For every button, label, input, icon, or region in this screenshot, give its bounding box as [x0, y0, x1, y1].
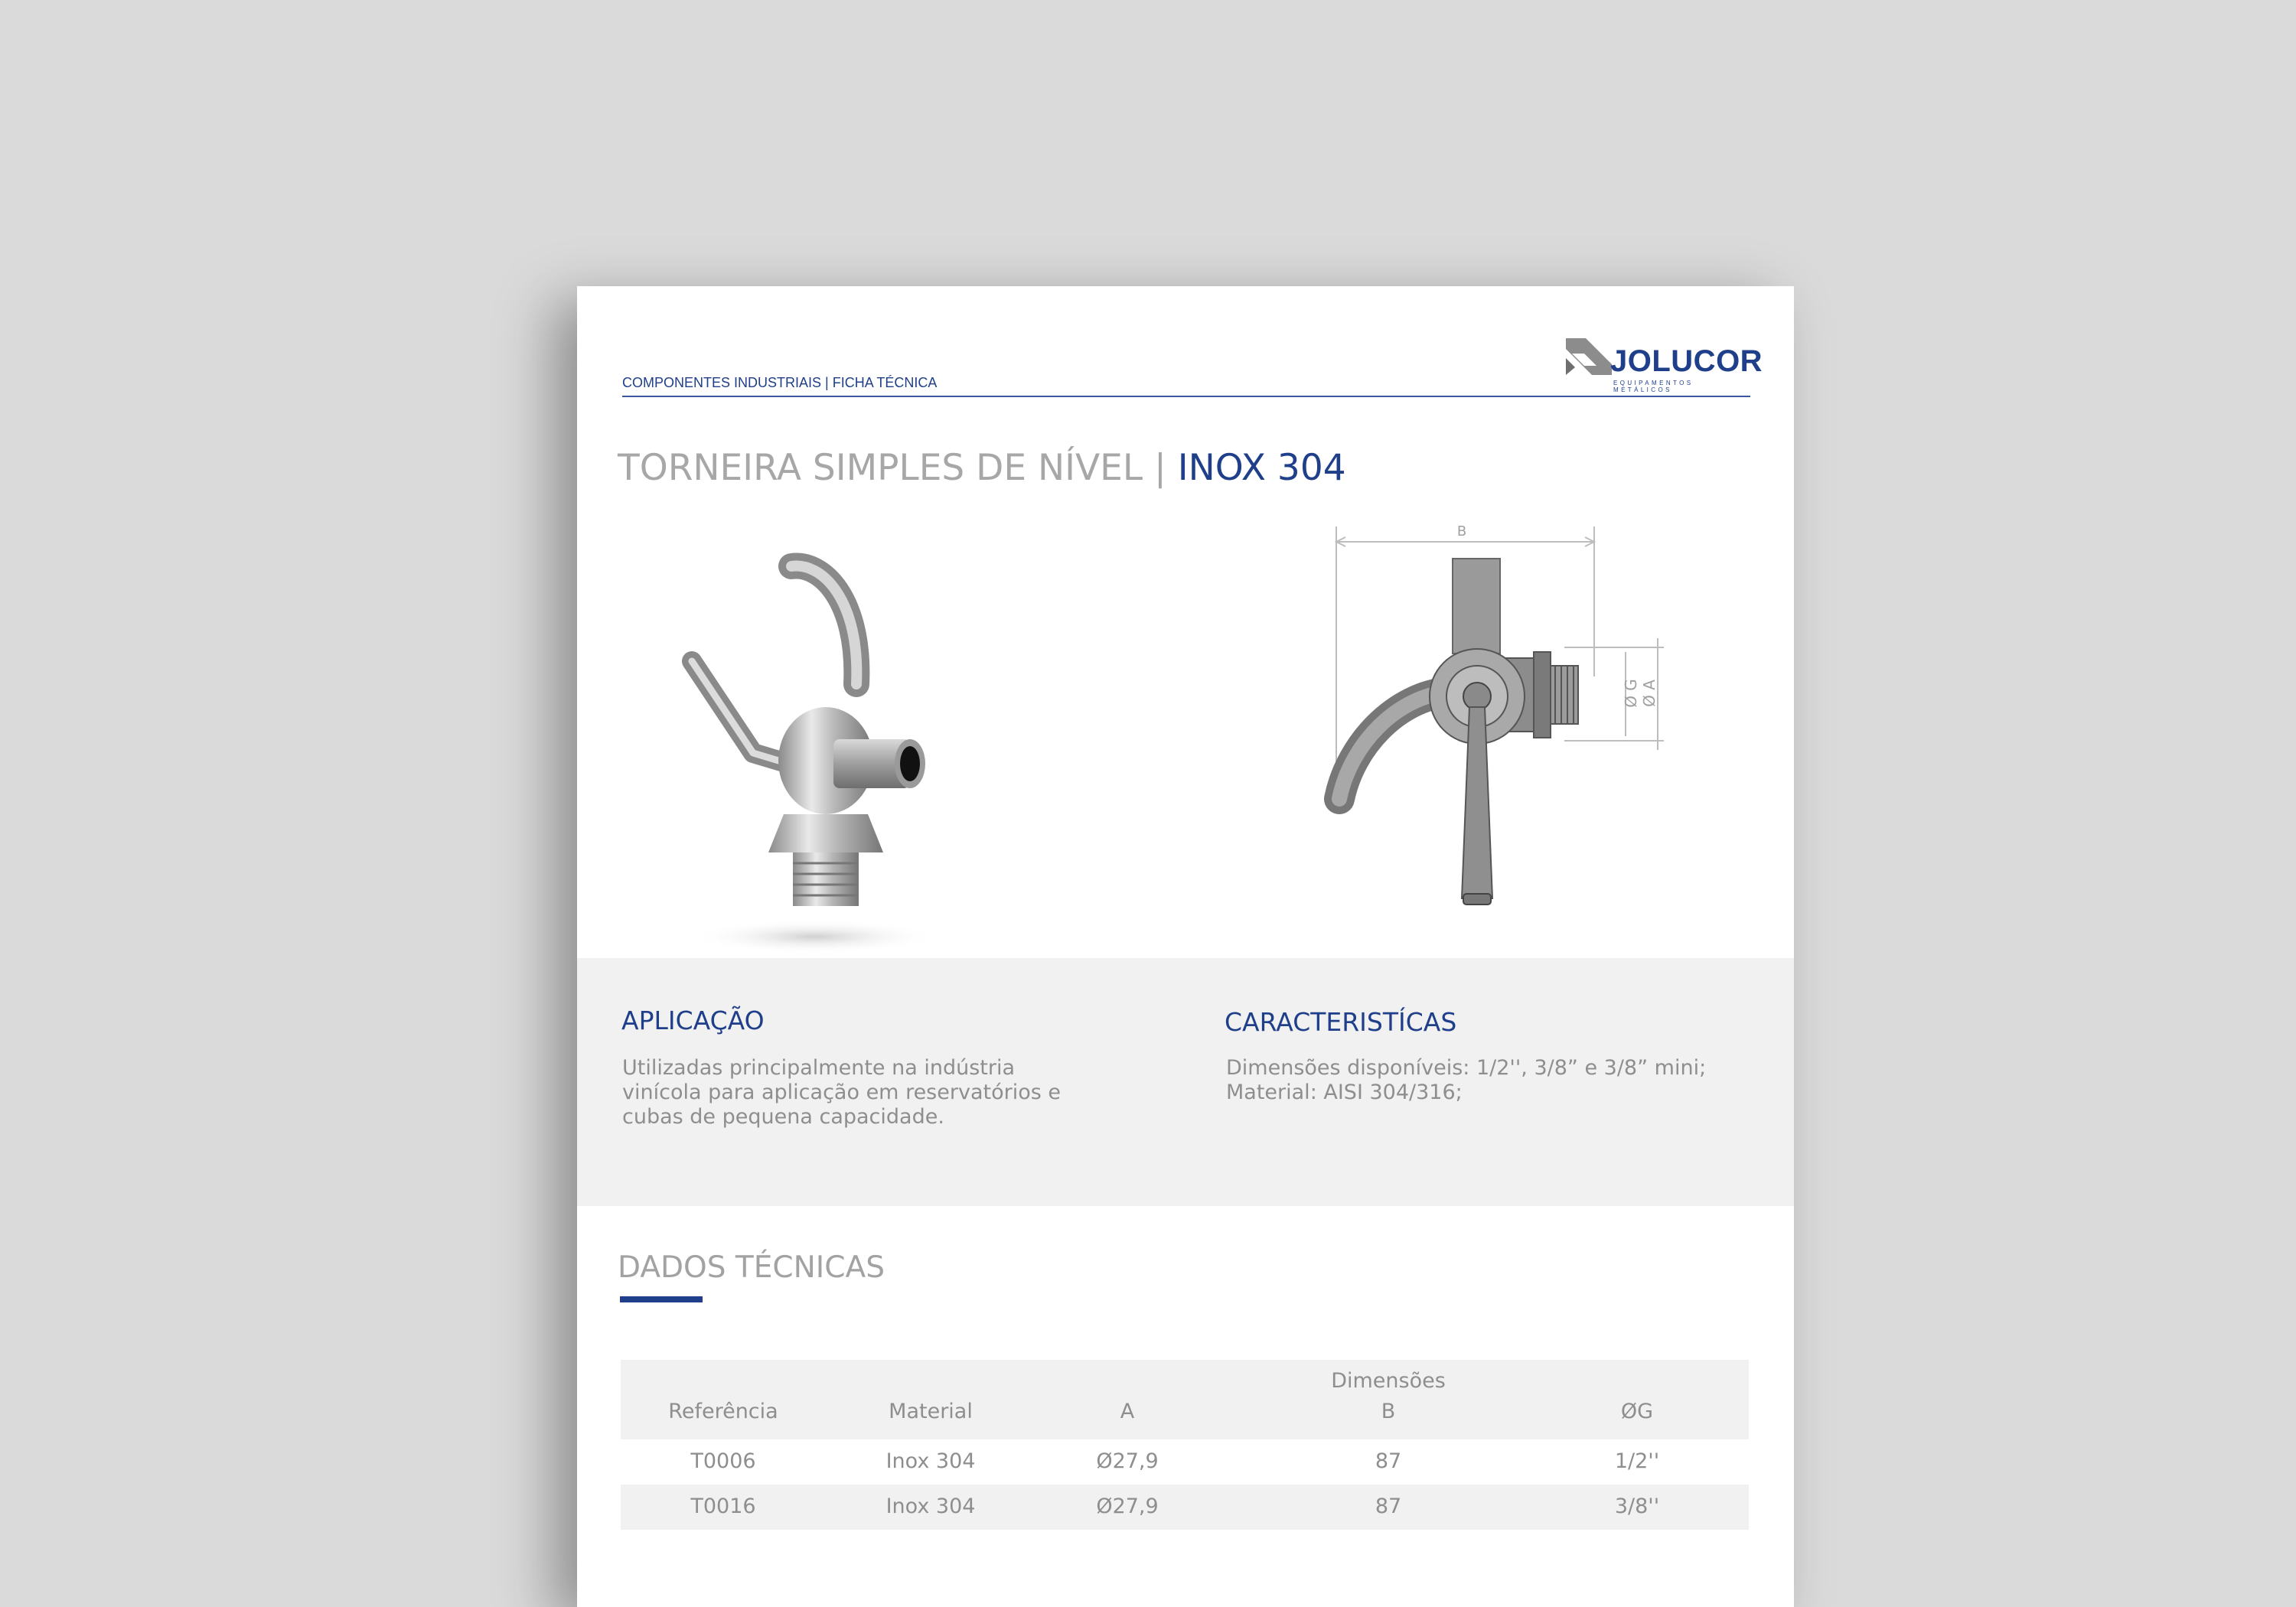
dimension-label-b: B [1456, 523, 1467, 539]
cell-b: 87 [1375, 1449, 1402, 1473]
logo-wordmark: JOLUCOR [1610, 344, 1763, 378]
title-main: TORNEIRA SIMPLES DE NÍVEL | [618, 447, 1166, 489]
dimension-label-a: Ø A [1640, 680, 1658, 707]
cell-g: 3/8'' [1614, 1495, 1660, 1518]
table-header [621, 1360, 1749, 1439]
product-photo [661, 539, 952, 967]
application-text: Utilizadas principalmente na indústria vinícola para aplicação em reservatórios e cubas de pequena capacidade. [622, 1056, 1061, 1129]
column-header-reference: Referência [668, 1400, 778, 1423]
characteristics-heading: CARACTERISTÍCAS [1225, 1007, 1457, 1037]
cell-reference: T0016 [690, 1495, 756, 1518]
characteristics-text: Dimensões disponíveis: 1/2'', 3/8” e 3/8” mini; Material: AISI 304/316; [1226, 1056, 1707, 1104]
cell-material: Inox 304 [885, 1495, 976, 1518]
table-row [621, 1439, 1749, 1485]
header-divider [622, 396, 1750, 397]
technical-drawing [1312, 516, 1710, 914]
application-heading: APLICAÇÃO [621, 1006, 765, 1035]
dimensions-group-header: Dimensões [1331, 1369, 1446, 1393]
header-label: COMPONENTES INDUSTRIAIS | FICHA TÉCNICA [622, 375, 938, 390]
cell-a: Ø27,9 [1096, 1449, 1159, 1473]
title-accent: INOX 304 [1177, 447, 1346, 489]
datasheet-page [577, 286, 1794, 1607]
jolucor-logo-icon [1563, 335, 1616, 381]
column-header-material: Material [889, 1400, 973, 1423]
cell-material: Inox 304 [885, 1449, 976, 1473]
page-title [618, 447, 1346, 489]
cell-reference: T0006 [690, 1449, 756, 1473]
heading-underline [620, 1296, 703, 1302]
column-header-g: ØG [1620, 1400, 1654, 1423]
cell-a: Ø27,9 [1096, 1495, 1159, 1518]
column-header-a: A [1120, 1400, 1135, 1423]
cell-g: 1/2'' [1614, 1449, 1660, 1473]
logo-tagline: EQUIPAMENTOS METÁLICOS [1613, 380, 1694, 393]
column-header-b: B [1381, 1400, 1396, 1423]
table-row [621, 1485, 1749, 1530]
cell-b: 87 [1375, 1495, 1402, 1518]
technical-heading: DADOS TÉCNICAS [618, 1250, 885, 1285]
dimension-label-g: Ø G [1622, 679, 1640, 708]
company-logo [1563, 332, 1763, 393]
technical-table [621, 1360, 1749, 1530]
